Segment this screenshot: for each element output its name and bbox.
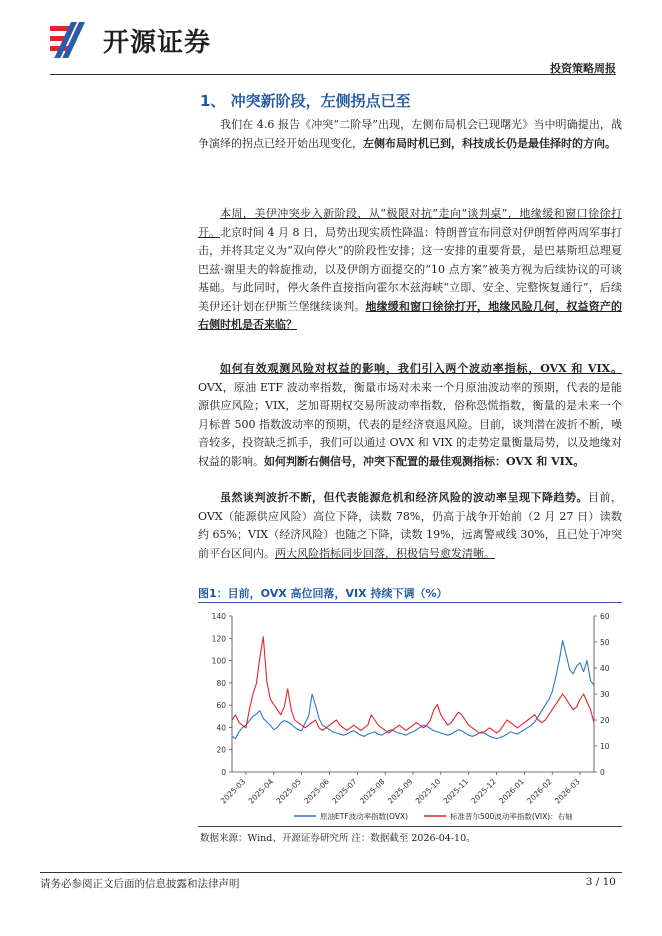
x-axis-tick-label: 2025-12 — [469, 777, 498, 806]
x-axis-tick-label: 2025-11 — [441, 777, 471, 806]
volatility-line-chart — [198, 604, 622, 826]
x-axis-tick-label: 2025-03 — [218, 777, 248, 806]
ovx-series-line — [232, 641, 594, 739]
paragraph-3-emphasis: 如何判断右侧信号，冲突下配置的最佳观测指标：OVX 和 VIX。 — [264, 454, 585, 468]
footer-disclaimer: 请务必参阅正文后面的信息披露和法律声明 — [40, 878, 240, 890]
paragraph-3-lead: 如何有效观测风险对权益的影响，我们引入两个波动率指标，OVX 和 VIX。 — [220, 362, 622, 375]
page-number: 3 / 10 — [585, 876, 616, 888]
figure-title: 图1：目前，OVX 高位回落，VIX 持续下调（%） — [198, 587, 448, 600]
x-axis-tick-label: 2025-07 — [330, 777, 359, 806]
right-axis-tick-label: 50 — [600, 638, 610, 647]
section-title: 1、 冲突新阶段，左侧拐点已至 — [200, 92, 411, 110]
right-axis-tick-label: 30 — [600, 690, 610, 699]
x-axis-tick-label: 2026-02 — [525, 777, 554, 806]
footer-divider — [40, 872, 622, 873]
right-axis-tick-label: 40 — [600, 664, 610, 673]
paragraph-1-emphasis: 左侧布局时机已到，科技成长仍是最佳择时的方向。 — [363, 136, 616, 150]
paragraph-2 — [198, 205, 622, 335]
left-axis-tick-label: 80 — [216, 678, 226, 688]
left-axis-tick-label: 20 — [216, 745, 226, 755]
right-axis-tick-label: 0 — [600, 768, 605, 777]
paragraph-2-text: 北京时间 4 月 8 日，局势出现实质性降温：特朗普宣布同意对伊朗暂停两周军事打击，并将其定义为“双向停火”的阶段性安排；这一安排的重要背景，是巴基斯坦总理夏巴兹·谢里夫的斡旋推动，以及伊朗方面提交的“10 点方案”被美方视为后续协议的可谈基础。与此同时，停火条件直接指向霍尔木兹海峡“立即、安全、完整恢复通行”，后续美伊还计划在伊斯兰堡继续谈判。 — [198, 225, 623, 313]
paragraph-1-text: 我们在 4.6 报告《冲突“二阶导”出现，左侧布局机会已现曙光》当中明确提出，战争演绎的拐点已经开始出现变化， — [198, 118, 622, 150]
left-axis-tick-label: 40 — [216, 723, 226, 733]
left-axis-tick-label: 100 — [211, 656, 226, 666]
x-axis-tick-label: 2025-05 — [274, 777, 304, 806]
logo-text: 开源证券 — [103, 28, 212, 58]
x-axis-tick-label: 2025-09 — [385, 777, 415, 806]
x-axis-tick-label: 2025-10 — [413, 777, 443, 806]
header-divider — [50, 74, 616, 75]
paragraph-2-emphasis: 地缘缓和窗口徐徐打开，地缘风险几何，权益资产的右侧时机是否来临？ — [198, 299, 623, 331]
legend-ovx-label: 原油ETF波动率指数(OVX) — [320, 812, 409, 821]
figure-title-divider — [198, 602, 622, 603]
right-axis-tick-label: 10 — [600, 742, 610, 751]
left-axis-tick-label: 140 — [211, 612, 226, 621]
paragraph-1 — [198, 116, 622, 153]
left-axis-tick-label: 60 — [216, 701, 226, 711]
x-axis-tick-label: 2025-08 — [358, 777, 387, 806]
left-axis-tick-label: 0 — [221, 768, 226, 777]
x-axis-tick-label: 2025-04 — [246, 777, 276, 806]
x-axis-tick-label: 2025-06 — [302, 777, 331, 806]
x-axis-tick-label: 2026-03 — [552, 777, 582, 806]
x-axis-tick-label: 2026-01 — [497, 777, 526, 806]
paragraph-3-text: OVX，原油 ETF 波动率指数，衡量市场对未来一个月原油波动率的预期，代表的是能源供应风险；VIX，芝加哥期权交易所波动率指数，俗称恐慌指数，衡量的是未来一个月标普 500 指数波动率的预期，代表的是经济衰退风险。目前，谈判潜在波折不断，噪音较多，投资缺乏抓手，我们可以通过 OVX 和 VIX 的走势定量衡量局势，以及地缘对权益的影响。 — [198, 380, 622, 468]
paragraph-4-text: 目前，OVX（能源供应风险）高位下降，读数 78%，仍高于战争开始前（2 月 27 日）读数约 65%；VIX（经济风险）也随之下降，读数 19%，远离警戒线 30%，且已处于冲突前平台区间内。 — [198, 491, 622, 560]
paragraph-2-lead: 本周，美伊冲突步入新阶段，从“极限对抗”走向“谈判桌”，地缘缓和窗口徐徐打开。 — [198, 207, 622, 239]
paragraph-3 — [198, 360, 622, 471]
figure-source-note: 数据来源：Wind、开源证券研究所 注：数据截至 2026-04-10。 — [200, 833, 476, 844]
right-axis-tick-label: 20 — [600, 716, 610, 725]
paragraph-4-lead: 虽然谈判波折不断，但代表能源危机和经济风险的波动率呈现下降趋势。 — [220, 491, 588, 504]
paragraph-4 — [198, 489, 622, 563]
left-axis-tick-label: 120 — [211, 634, 226, 644]
report-type-label: 投资策略周报 — [550, 62, 616, 75]
right-axis-tick-label: 60 — [600, 612, 610, 621]
company-logo-icon — [50, 20, 100, 60]
legend-vix-label: 标准普尔500波动率指数(VIX)：右轴 — [450, 812, 573, 821]
paragraph-4-emphasis: 两大风险指标同步回落，积极信号愈发清晰。 — [275, 546, 495, 560]
vix-series-line — [232, 637, 594, 733]
source-divider — [198, 826, 622, 827]
